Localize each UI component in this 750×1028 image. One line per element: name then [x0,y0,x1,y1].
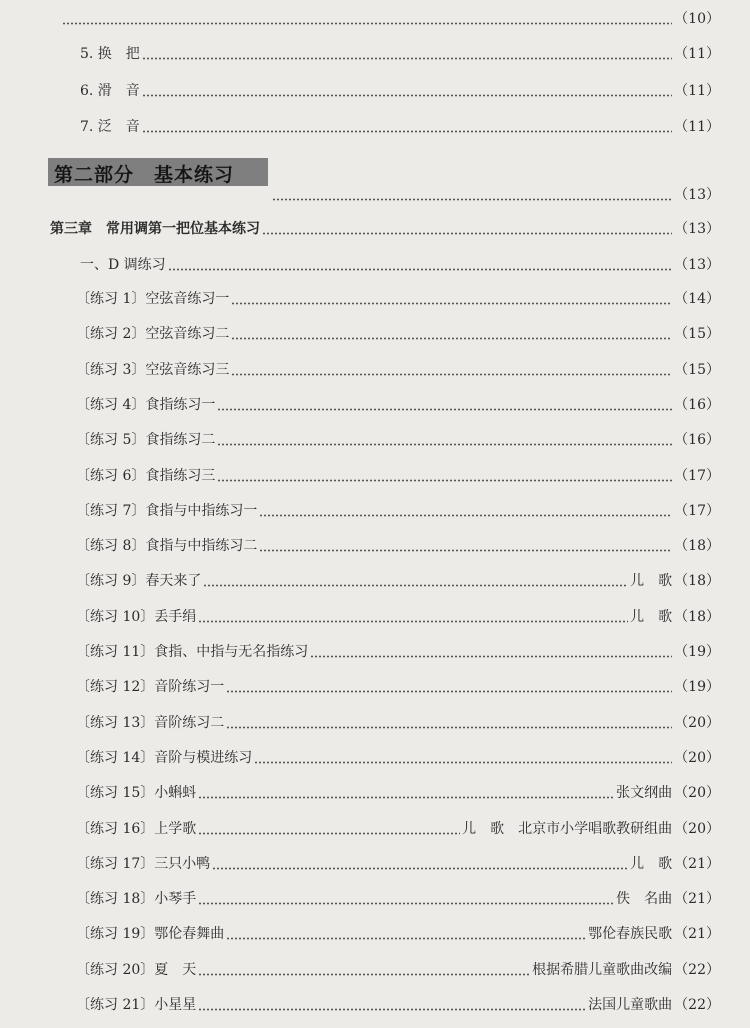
page-number: （15） [674,361,720,378]
page-number: （15） [674,326,720,343]
composer-note: 儿 歌 [630,855,673,872]
page-number: （18） [674,608,720,625]
exercise-row [76,602,720,626]
dot-leader [231,362,672,376]
composer-note: 儿 歌 [630,608,673,625]
section-title: 一、D 调练习 [80,257,166,273]
composer-note: 根据希腊儿童歌曲改编 [532,961,673,978]
dot-leader [198,997,586,1011]
exercise-row [76,743,720,767]
exercise-title: 〔练习 16〕上学歌 [76,820,197,837]
exercise-title: 〔练习 9〕春天来了 [76,573,202,590]
toc-row [80,112,720,136]
dot-leader [217,432,672,446]
composer-note: 儿 歌 [630,573,673,590]
dot-leader [142,119,672,133]
toc-entry-title: 5. 换 把 [80,46,140,62]
composer-note: 法国儿童歌曲 [588,997,673,1013]
exercise-title: 〔练习 5〕食指练习二 [76,432,216,449]
dot-leader [259,503,672,517]
dot-leader [142,83,672,97]
part-title: 第二部分 基本练习 [54,164,235,186]
exercise-row [76,919,720,943]
dot-leader [217,397,672,411]
dot-leader [226,926,586,940]
toc-row [270,180,720,204]
dot-leader [203,573,628,587]
toc-entry-title: 7. 泛 音 [80,119,140,135]
page-number: （17） [674,467,720,484]
exercise-title: 〔练习 15〕小蝌蚪 [76,785,197,802]
page-number: （18） [674,573,720,590]
exercise-title: 〔练习 8〕食指与中指练习二 [76,538,258,555]
exercise-row [76,849,720,873]
page-number: （11） [674,46,720,62]
composer-note: 佚 名曲 [616,891,673,908]
page-number: （16） [674,396,720,413]
exercise-row [76,496,720,520]
page-number: （10） [674,11,720,27]
page-number: （21） [674,855,720,872]
exercise-title: 〔练习 18〕小琴手 [76,891,197,908]
exercise-row [76,708,720,732]
dot-leader [259,538,672,552]
page-number: （11） [674,119,720,135]
composer-note: 儿 歌 北京市小学唱歌教研组曲 [462,820,673,837]
exercise-title: 〔练习 14〕音阶与模进练习 [76,749,253,766]
dot-leader [226,679,672,693]
exercise-title: 〔练习 21〕小星星 [76,997,197,1013]
exercise-title: 〔练习 19〕鄂伦春舞曲 [76,926,225,943]
exercise-title: 〔练习 4〕食指练习一 [76,396,216,413]
exercise-title: 〔练习 13〕音阶练习二 [76,714,225,731]
dot-leader [198,962,530,976]
dot-leader [198,821,460,835]
toc-entry-title: 6. 滑 音 [80,83,140,99]
toc-row [80,250,720,274]
composer-note: 鄂伦春族民歌 [588,926,673,943]
page-number: （22） [674,997,720,1013]
exercise-title: 〔练习 2〕空弦音练习二 [76,326,230,343]
page-number: （13） [674,187,720,203]
exercise-title: 〔练习 11〕食指、中指与无名指练习 [76,644,309,660]
dot-leader [262,221,672,235]
page-number: （20） [674,785,720,802]
dot-leader [212,856,628,870]
dot-leader [217,468,672,482]
exercise-title: 〔练习 7〕食指与中指练习一 [76,502,258,519]
exercise-row [76,566,720,590]
exercise-title: 〔练习 20〕夏 天 [76,961,197,978]
page-number: （13） [674,257,720,273]
composer-note: 张文纲曲 [616,785,673,802]
exercise-row [76,955,720,979]
page-number: （14） [674,291,720,307]
page-number: （22） [674,961,720,978]
exercise-row [76,319,720,343]
toc-row [80,76,720,100]
dot-leader [142,46,672,60]
page-number: （18） [674,538,720,555]
exercise-row [76,814,720,838]
exercise-row [76,990,720,1014]
exercise-row [76,778,720,802]
page-number: （20） [674,820,720,837]
toc-row [80,39,720,63]
exercise-title: 〔练习 17〕三只小鸭 [76,855,211,872]
exercise-row [76,355,720,379]
exercise-title: 〔练习 12〕音阶练习一 [76,679,225,696]
chapter-title: 第三章 常用调第一把位基本练习 [50,221,260,237]
exercise-row [76,425,720,449]
page-number: （21） [674,891,720,908]
dot-leader [198,609,628,623]
exercise-row [76,284,720,308]
toc-row [50,214,720,238]
dot-leader [310,644,672,658]
dot-leader [231,326,672,340]
dot-leader [198,891,614,905]
page-number: （11） [674,83,720,99]
page-number: （21） [674,926,720,943]
page-number: （16） [674,432,720,449]
exercise-title: 〔练习 6〕食指练习三 [76,467,216,484]
dot-leader [272,187,672,201]
dot-leader [226,715,672,729]
dot-leader [254,750,672,764]
exercise-row [76,884,720,908]
dot-leader [231,291,672,305]
toc-row [60,4,720,28]
page-number: （17） [674,502,720,519]
dot-leader [198,785,614,799]
page-number: （19） [674,644,720,660]
exercise-row [76,390,720,414]
page-number: （13） [674,221,720,237]
page-number: （20） [674,749,720,766]
dot-leader [168,257,672,271]
page-number: （20） [674,714,720,731]
page-number: （19） [674,679,720,696]
exercise-row [76,531,720,555]
exercise-row [76,672,720,696]
exercise-title: 〔练习 10〕丢手绢 [76,608,197,625]
exercise-title: 〔练习 3〕空弦音练习三 [76,361,230,378]
exercise-title: 〔练习 1〕空弦音练习一 [76,291,230,307]
exercise-row [76,637,720,661]
dot-leader [62,11,672,25]
exercise-row [76,461,720,485]
